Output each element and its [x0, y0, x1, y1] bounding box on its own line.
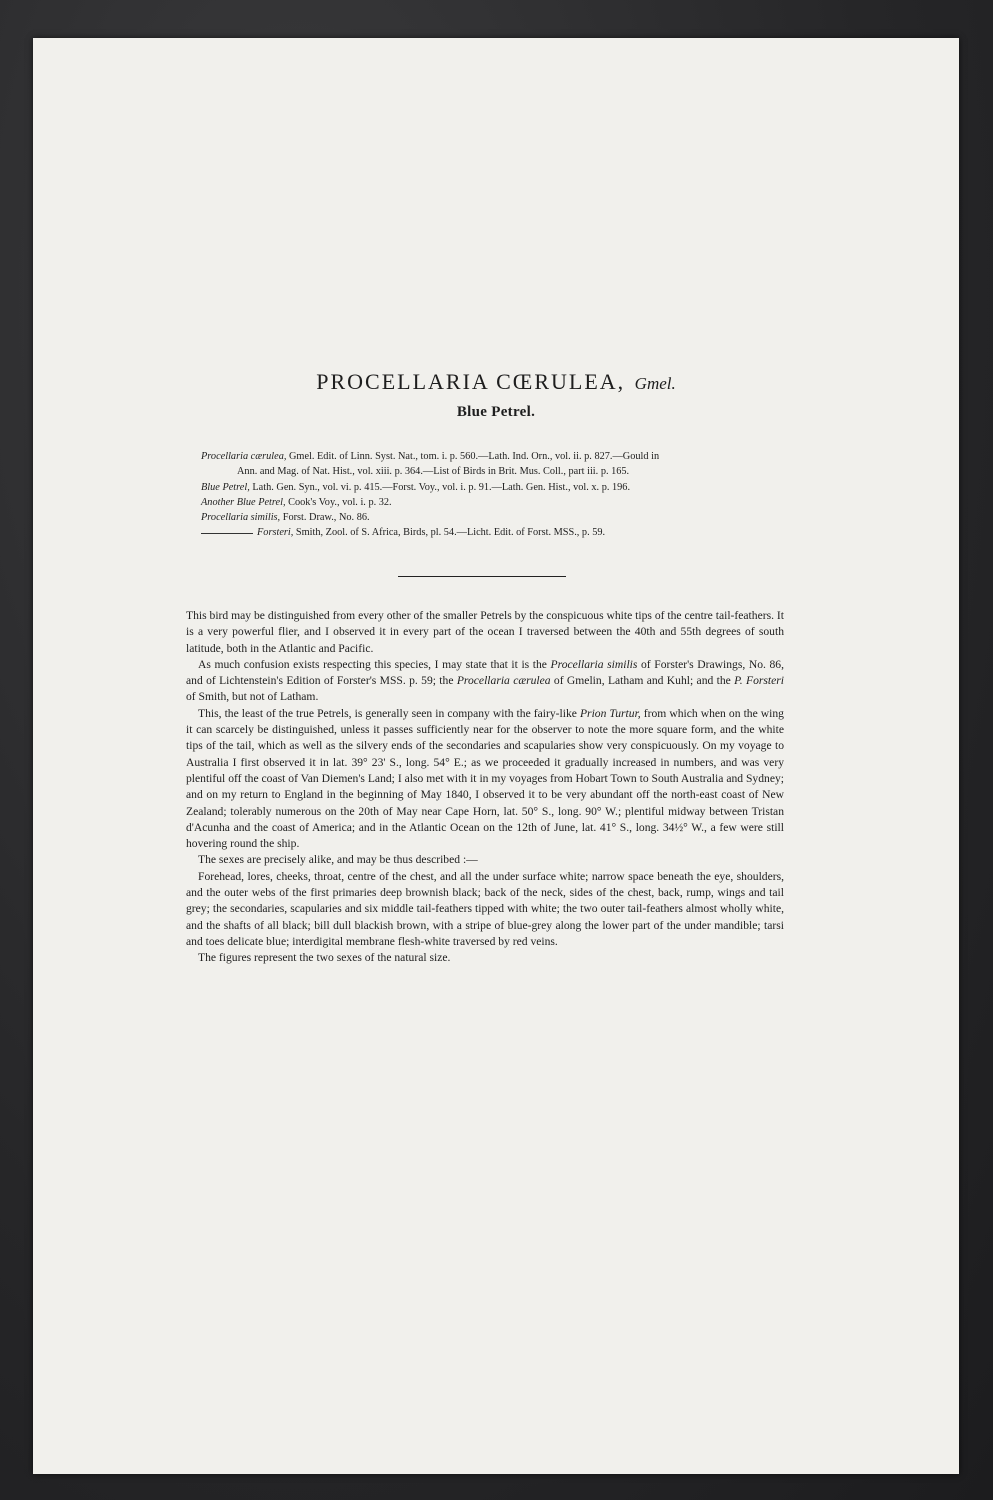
common-name: Blue Petrel. [456, 404, 536, 420]
paragraph: The figures represent the two sexes of the natural size. [198, 951, 451, 965]
synonymy-line: Forsteri, Smith, Zool. of S. Africa, Birds, pl. 54.—Licht. Edit. of Forst. MSS., p. 59. [201, 525, 793, 540]
paragraph: The sexes are precisely alike, and may be thus described :— [198, 853, 478, 867]
paragraph: This bird may be distinguished from every other of the smaller Petrels by the conspicuous white tips of the centre tail-feathers. It is a very powerful flier, and I observed it in every part of the ocean I traversed between the 40th and 55th degrees of south latitude, both in the Atlantic and Pacific. [186, 609, 784, 655]
synonymy-line: Another Blue Petrel, Cook's Voy., vol. i. p. 32. [201, 496, 392, 508]
page-title [33, 369, 959, 395]
paragraph: This, the least of the true Petrels, is generally seen in company with the fairy-like Prion Turtur, from which when on the wing it can scarcely be distinguished, unless it passes sufficiently near for the observer to note the more square form, and the white tips of the tail, which as well as the silvery ends of the secondaries and scapularies show very conspicuously. On my voyage to Australia I first observed it in lat. 39° 23' S., long. 54° E.; as we proceeded it gradually increased in numbers, and was very plentiful off the coast of Van Diemen's Land; I also met with it in my voyages from Hobart Town to South Australia and Sydney; and on my return to England in the beginning of May 1840, I observed it to be very abundant off the north-east coast of New Zealand; tolerably numerous on the 20th of May near Cape Horn, lat. 50° S., long. 90° W.; plentiful midway between Tristan d'Acunha and the coast of America; and in the Atlantic Ocean on the 12th of June, lat. 41° S., long. 34½° W., a few were still hovering round the ship. [186, 706, 784, 851]
page-sheet [33, 38, 959, 1474]
species-authority: Gmel. [634, 374, 676, 393]
paragraph: Forehead, lores, cheeks, throat, centre of the chest, and all the under surface white; narrow space beneath the eye, shoulders, and the outer webs of the first primaries deep brownish black; back of the neck, sides of the chest, back, rump, wings and tail grey; the secondaries, scapularies and six middle tail-feathers tipped with white; the two outer tail-feathers almost wholly white, and the shafts of all black; bill dull blackish brown, with a stripe of blue-grey along the lower part of the under mandible; tarsi and toes delicate blue; interdigital membrane flesh-white traversed by red veins. [186, 869, 784, 948]
synonymy-line: Ann. and Mag. of Nat. Hist., vol. xiii. p. 364.—List of Birds in Brit. Mus. Coll., part iii. p. 165. [237, 466, 630, 478]
synonymy-block [201, 449, 793, 541]
description-text [186, 608, 784, 967]
species-name: PROCELLARIA CŒRULEA, [316, 369, 626, 394]
section-divider [398, 576, 566, 577]
synonymy-line: Procellaria cærulea, Gmel. Edit. of Linn. Syst. Nat., tom. i. p. 560.—Lath. Ind. Orn., vol. ii. p. 827.—Gould in [201, 451, 660, 462]
synonymy-line: Blue Petrel, Lath. Gen. Syn., vol. vi. p. 415.—Forst. Voy., vol. i. p. 91.—Lath. Gen. Hist., vol. x. p. 196. [201, 481, 631, 493]
synonymy-line: Procellaria similis, Forst. Draw., No. 86. [201, 512, 370, 524]
ditto-dash [201, 533, 253, 534]
paragraph: As much confusion exists respecting this species, I may state that it is the Procellaria similis of Forster's Drawings, No. 86, and of Lichtenstein's Edition of Forster's MSS. p. 59; the Procellaria cærulea of Gmelin, Latham and Kuhl; and the P. Forsteri of Smith, but not of Latham. [186, 657, 784, 704]
